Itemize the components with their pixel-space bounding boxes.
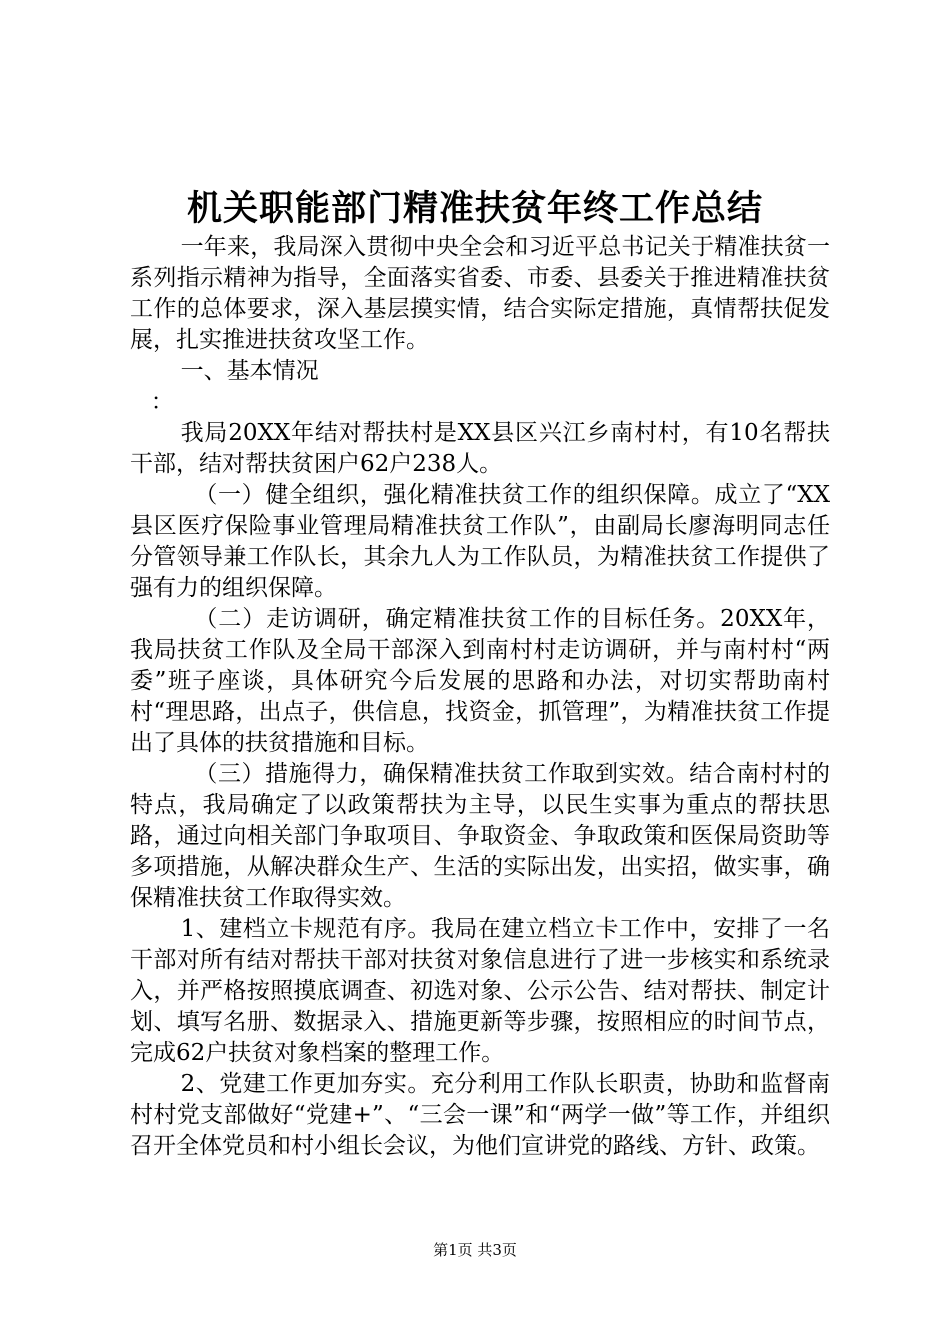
paragraph-pairing: 我局20XX年结对帮扶村是XX县区兴江乡南村村，有10名帮扶干部，结对帮扶贫困户62户238人。	[130, 420, 830, 477]
page-number: 第1页 共3页	[433, 1241, 517, 1259]
section-heading-basic: 一、基本情况	[180, 358, 319, 384]
paragraph-colon: ：	[150, 389, 174, 415]
document-body	[130, 232, 830, 1162]
paragraph-intro: 一年来，我局深入贯彻中央全会和习近平总书记关于精准扶贫一系列指示精神为指导，全面落实省委、市委、县委关于推进精准扶贫工作的总体要求，深入基层摸实情，结合实际定措施，真情帮扶促发展，扎实推进扶贫攻坚工作。	[130, 234, 830, 353]
paragraph-measures: （三）措施得力，确保精准扶贫工作取到实效。结合南村村的特点，我局确定了以政策帮扶为主导，以民生实事为重点的帮扶思路，通过向相关部门争取项目、争取资金、争取政策和医保局资助等多项措施，从解决群众生产、生活的实际出发，出实招，做实事，确保精准扶贫工作取得实效。	[130, 761, 830, 911]
paragraph-organization: （一）健全组织，强化精准扶贫工作的组织保障。成立了“XX县区医疗保险事业管理局精准扶贫工作队”，由副局长廖海明同志任分管领导兼工作队长，其余九人为工作队员，为精准扶贫工作提供了强有力的组织保障。	[130, 482, 830, 601]
paragraph-party-building: 2、党建工作更加夯实。充分利用工作队长职责，协助和监督南村村党支部做好“党建+”、“三会一课”和“两学一做”等工作，并组织召开全体党员和村小组长会议，为他们宣讲党的路线、方针、政策。	[130, 1071, 830, 1159]
document-title: 机关职能部门精准扶贫年终工作总结	[186, 188, 763, 229]
paragraph-research: （二）走访调研，确定精准扶贫工作的目标任务。20XX年，我局扶贫工作队及全局干部深入到南村村走访调研，并与南村村“两委”班子座谈，具体研究今后发展的思路和办法，对切实帮助南村村“理思路，出点子，供信息，找资金，抓管理”，为精准扶贫工作提出了具体的扶贫措施和目标。	[130, 606, 830, 756]
paragraph-filing: 1、建档立卡规范有序。我局在建立档立卡工作中，安排了一名干部对所有结对帮扶干部对扶贫对象信息进行了进一步核实和系统录入，并严格按照摸底调查、初选对象、公示公告、结对帮扶、制定计划、填写名册、数据录入、措施更新等步骤，按照相应的时间节点，完成62户扶贫对象档案的整理工作。	[130, 916, 830, 1066]
